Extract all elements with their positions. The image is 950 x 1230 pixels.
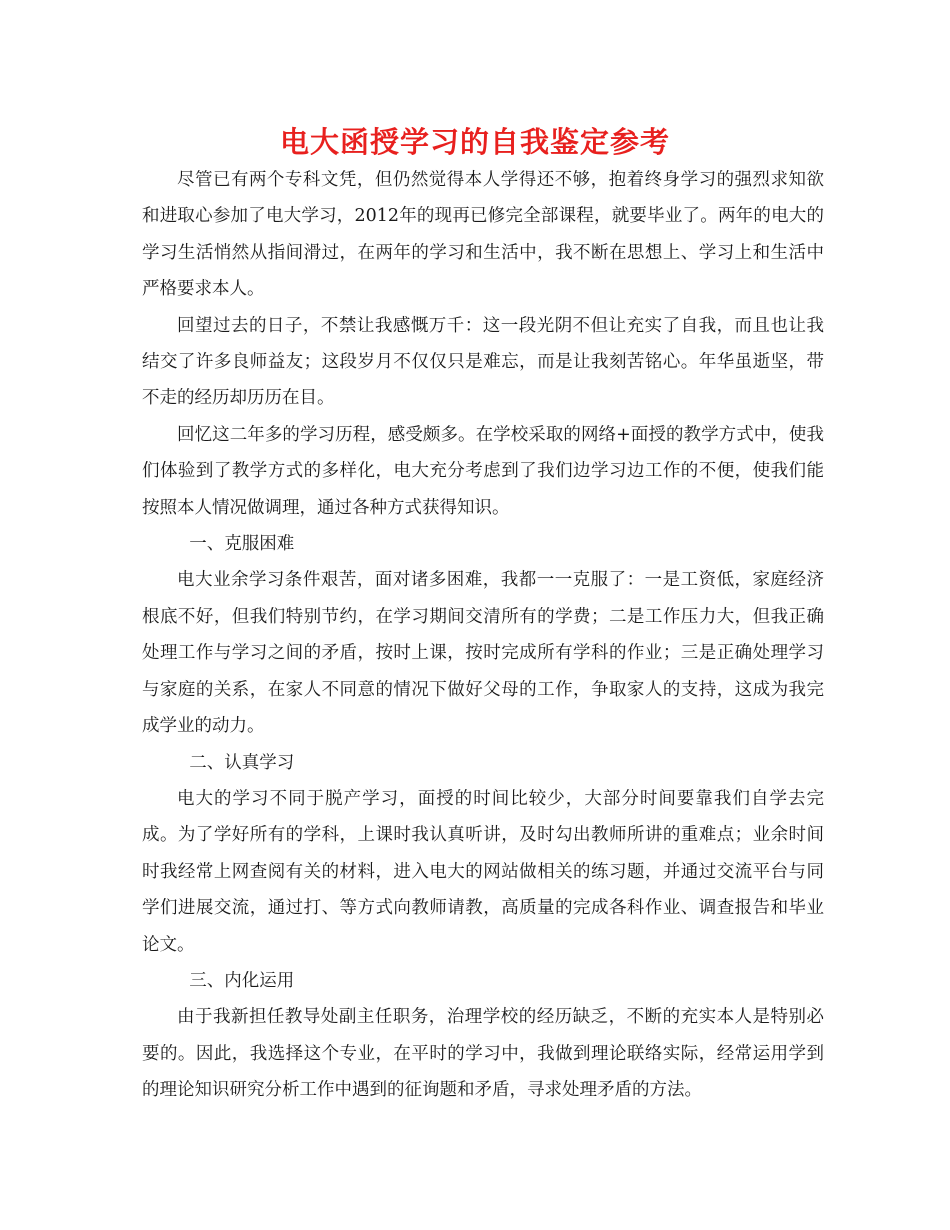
section-heading-apply-knowledge: 三、内化运用 xyxy=(189,970,295,991)
paragraph-intro: 尽管已有两个专科文凭，但仍然觉得本人学得还不够，抱着终身学习的强烈求知欲和进取心参加了电大学习，2012年的现再已修完全部课程，就要毕业了。两年的电大的学习生活悄然从指间滑过，在两年的学习和生活中，我不断在思想上、学习上和生活中严格要求本人。 xyxy=(142,170,824,300)
section-heading-overcome-difficulties: 一、克服困难 xyxy=(189,534,295,555)
document-body xyxy=(142,162,824,1109)
paragraph-study-seriously: 电大的学习不同于脱产学习，面授的时间比较少，大部分时间要靠我们自学去完成。为了学好所有的学科，上课时我认真听讲，及时勾出教师所讲的重难点；业余时间时我经常上网查阅有关的材料，进入电大的网站做相关的练习题，并通过交流平台与同学们进展交流，通过打、等方式向教师请教，高质量的完成各科作业、调查报告和毕业论文。 xyxy=(142,788,824,955)
paragraph-review: 回忆这二年多的学习历程，感受颇多。在学校采取的网络+面授的教学方式中，使我们体验到了教学方式的多样化，电大充分考虑到了我们边学习边工作的不便，使我们能按照本人情况做调理，通过各种方式获得知识。 xyxy=(142,424,824,518)
paragraph-reflection: 回望过去的日子，不禁让我感慨万千：这一段光阴不但让充实了自我，而且也让我结交了许多良师益友；这段岁月不仅仅只是难忘，而是让我刻苦铭心。年华虽逝坚，带不走的经历却历历在目。 xyxy=(142,315,824,409)
paragraph-overcome-difficulties: 电大业余学习条件艰苦，面对诸多困难，我都一一克服了：一是工资低，家庭经济根底不好，但我们特别节约，在学习期间交清所有的学费；二是工作压力大，但我正确处理工作与学习之间的矛盾，按时上课，按时完成所有学科的作业；三是正确处理学习与家庭的关系，在家人不同意的情况下做好父母的工作，争取家人的支持，这成为我完成学业的动力。 xyxy=(142,570,824,737)
section-heading-study-seriously: 二、认真学习 xyxy=(189,752,295,773)
paragraph-apply-knowledge: 由于我新担任教导处副主任职务，治理学校的经历缺乏，不断的充实本人是特别必要的。因此，我选择这个专业，在平时的学习中，我做到理论联络实际，经常运用学到的理论知识研究分析工作中遇到的征询题和矛盾，寻求处理矛盾的方法。 xyxy=(142,1007,824,1101)
document-title: 电大函授学习的自我鉴定参考 xyxy=(279,125,670,159)
